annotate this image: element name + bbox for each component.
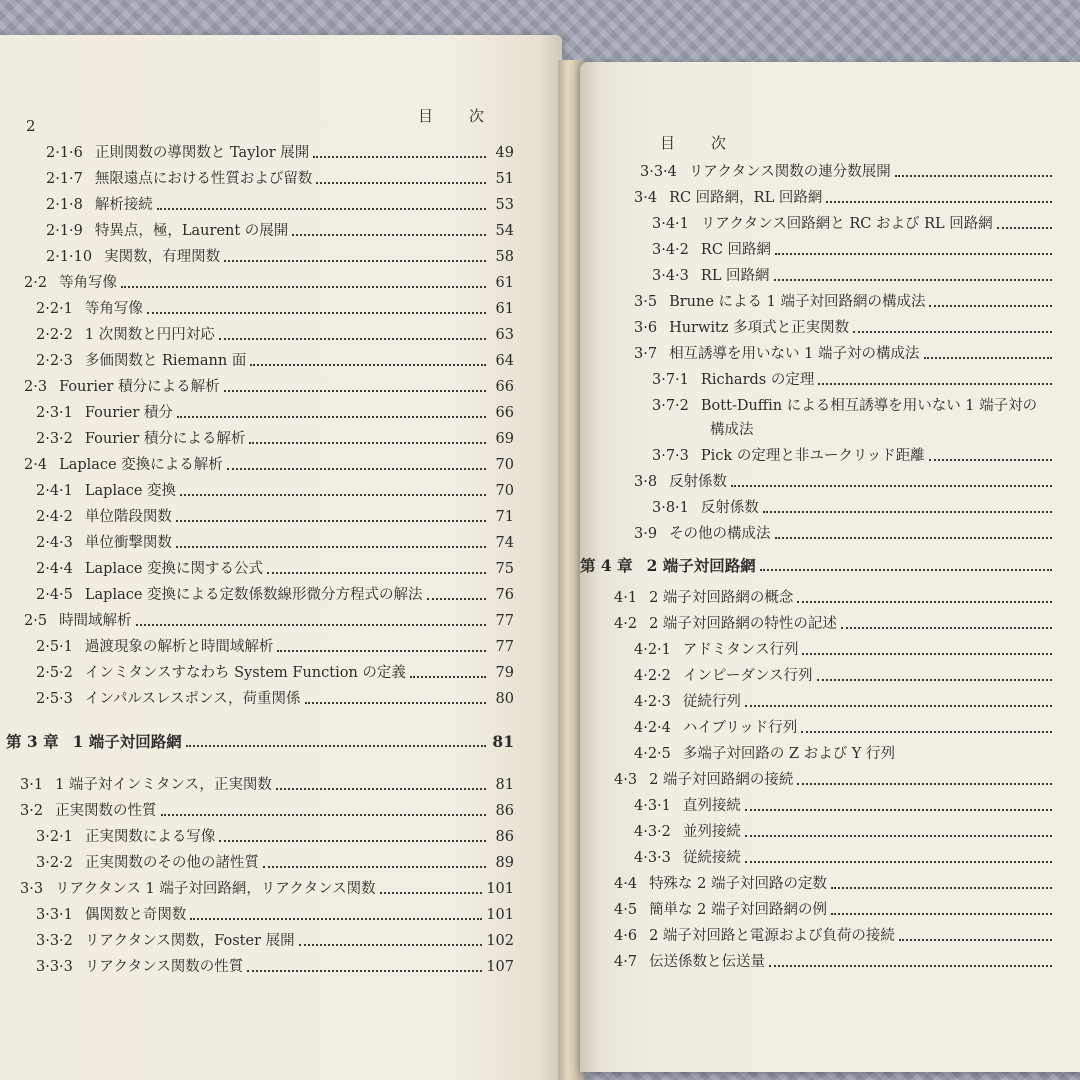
toc-entry [36,427,514,449]
toc-entry-number: 2·1·10 [46,249,93,265]
toc-entry [580,554,1080,576]
toc-entry-title: Fourier 積分による解析 [84,431,246,447]
toc-entry-number: 4·2 [614,616,638,632]
toc-leader-dots [380,891,483,894]
toc-leader-dots [161,813,486,816]
toc-leader-dots [763,510,1052,513]
toc-leader-dots [263,865,486,868]
toc-entry-number: 第 4 章 [580,556,633,575]
toc-entry-number: 4·2·2 [634,668,671,684]
toc-entry [36,479,514,501]
toc-leader-dots [731,484,1052,487]
toc-leader-dots [818,382,1052,385]
toc-entry-title: RC 回路網，RL 回路網 [669,190,823,206]
toc-entry [634,820,1080,842]
toc-entry-page: 69 [495,431,514,447]
toc-entry-number: 4·3·1 [634,798,671,814]
toc-entry [36,349,514,371]
right-page-header: 目 次 [660,134,729,152]
toc-entry [46,141,514,163]
toc-entry-number: 2·1·9 [46,223,83,239]
toc-entry-number: 2·3·1 [36,405,73,421]
toc-leader-dots [224,389,486,392]
toc-entry-page: 70 [495,457,514,473]
toc-entry [614,768,1080,790]
toc-entry-number: 2·1·7 [46,171,83,187]
toc-entry [652,496,1080,518]
toc-entry-number: 4·6 [614,928,638,944]
toc-entry-title: 従続行列 [682,694,741,710]
toc-entry-title: 簡単な 2 端子対回路網の例 [649,902,828,918]
toc-entry-title: 2 端子対回路網の特性の記述 [649,616,837,632]
toc-entry-title: Hurwitz 多項式と正実関数 [669,320,850,336]
toc-entry-number: 3·7 [634,346,658,362]
toc-entry [634,290,1080,312]
toc-entry [634,664,1080,686]
toc-leader-dots [929,458,1052,461]
toc-entry-number: 2·3 [24,379,48,395]
toc-entry-number: 4·2·3 [634,694,671,710]
toc-entry-title: 多価関数と Riemann 面 [84,353,247,369]
toc-leader-dots [826,200,1052,203]
toc-entry-title: RL 回路網 [700,268,770,284]
toc-entry-number: 3·5 [634,294,658,310]
toc-entry-number: 3·7·1 [652,372,689,388]
toc-entry [614,586,1080,608]
toc-entry-number: 2·2·1 [36,301,73,317]
toc-entry-title: 2 端子対回路網の概念 [649,590,794,606]
toc-entry-title: Fourier 積分 [84,405,173,421]
toc-entry-number: 4·2·1 [634,642,671,658]
toc-entry [36,505,514,527]
toc-entry [634,638,1080,660]
toc-entry-page: 101 [486,881,514,897]
toc-entry [614,612,1080,634]
toc-entry-number: 2·1·6 [46,145,83,161]
toc-entry-number: 3·3·1 [36,907,73,923]
toc-entry-title: アドミタンス行列 [682,642,799,658]
toc-entry-title: 特異点，極，Laurent の展開 [94,223,289,239]
toc-entry-title: 1 端子対回路網 [72,732,182,751]
toc-entry-number: 2·2 [24,275,48,291]
toc-entry-number: 2·4·1 [36,483,73,499]
toc-entry [710,418,1080,440]
left-page [0,35,562,1080]
toc-leader-dots [277,649,486,652]
toc-entry-title: 構成法 [710,422,754,438]
toc-entry-number: 4·1 [614,590,638,606]
toc-entry [36,825,514,847]
toc-entry-number: 4·3 [614,772,638,788]
toc-entry-title: Laplace 変換に関する公式 [84,561,264,577]
toc-entry-title: 反射係数 [700,500,759,516]
toc-entry-number: 3·2·2 [36,855,73,871]
toc-entry-title: 2 端子対回路網 [646,556,756,575]
toc-entry [614,898,1080,920]
toc-leader-dots [899,938,1052,941]
toc-entry-number: 4·3·2 [634,824,671,840]
toc-entry [634,186,1080,208]
toc-entry [36,531,514,553]
toc-leader-dots [745,834,1052,837]
toc-entry [36,903,514,925]
toc-entry-number: 2·4 [24,457,48,473]
toc-leader-dots [427,597,486,600]
toc-entry-number: 3·8·1 [652,500,689,516]
toc-entry-title: Bott-Duffin による相互誘導を用いない 1 端子対の [700,398,1038,414]
toc-entry-number: 3·7·3 [652,448,689,464]
toc-leader-dots [157,207,486,210]
toc-leader-dots [797,782,1052,785]
toc-leader-dots [997,226,1052,229]
toc-entry [20,799,514,821]
toc-leader-dots [292,233,486,236]
right-page [580,62,1080,1072]
toc-leader-dots [797,600,1052,603]
toc-entry [634,316,1080,338]
left-page-header: 目 次 [418,107,487,125]
toc-entry-number: 4·3·3 [634,850,671,866]
toc-leader-dots [190,917,482,920]
toc-entry-title: Laplace 変換による定数係数線形微分方程式の解法 [84,587,423,603]
toc-leader-dots [801,730,1052,733]
toc-entry-page: 66 [495,405,514,421]
toc-entry-title: インミタンスすなわち System Function の定義 [84,665,406,681]
toc-leader-dots [895,174,1052,177]
toc-entry-title: 正則関数の導関数と Taylor 展開 [94,145,310,161]
toc-entry-page: 81 [492,732,514,751]
toc-entry [36,583,514,605]
toc-entry [36,401,514,423]
toc-entry-number: 3·4·1 [652,216,689,232]
toc-leader-dots [219,839,486,842]
toc-entry-title: 等角写像 [84,301,143,317]
toc-entry-title: インパルスレスポンス，荷重関係 [84,691,301,707]
toc-entry-number: 3·2·1 [36,829,73,845]
toc-entry-page: 51 [495,171,514,187]
toc-leader-dots [841,626,1052,629]
toc-entry-title: リアクタンス関数の性質 [84,959,244,975]
toc-entry-number: 2·4·3 [36,535,73,551]
toc-entry-page: 64 [495,353,514,369]
toc-entry-number: 3·3 [20,881,44,897]
toc-entry-number: 3·4 [634,190,658,206]
toc-entry-page: 81 [495,777,514,793]
toc-entry-title: 直列接続 [682,798,741,814]
toc-entry-number: 3·1 [20,777,44,793]
toc-entry-number: 2·5·2 [36,665,73,681]
toc-leader-dots [250,363,486,366]
toc-entry [634,742,1080,764]
toc-leader-dots [249,441,486,444]
toc-entry [24,271,514,293]
toc-entry [634,794,1080,816]
toc-entry-number: 3·7·2 [652,398,689,414]
toc-entry [46,167,514,189]
toc-entry-title: リアクタンス関数，Foster 展開 [84,933,295,949]
toc-entry-page: 86 [495,803,514,819]
toc-entry-title: 無限遠点における性質および留数 [94,171,313,187]
toc-entry [36,661,514,683]
toc-entry-title: 解析接続 [94,197,153,213]
toc-entry-page: 77 [495,613,514,629]
toc-entry [614,950,1080,972]
toc-entry-number: 2·4·5 [36,587,73,603]
toc-leader-dots [775,536,1052,539]
toc-entry [634,690,1080,712]
toc-entry-number: 4·7 [614,954,638,970]
toc-entry-number: 3·2 [20,803,44,819]
toc-leader-dots [247,969,482,972]
toc-leader-dots [853,330,1052,333]
toc-entry-page: 71 [495,509,514,525]
toc-leader-dots [817,678,1052,681]
toc-entry [36,557,514,579]
toc-leader-dots [929,304,1052,307]
toc-entry-title: 単位階段関数 [84,509,172,525]
toc-entry-title: 伝送係数と伝送量 [649,954,766,970]
toc-entry-page: 79 [495,665,514,681]
toc-entry-title: Laplace 変換 [84,483,177,499]
toc-entry-page: 54 [495,223,514,239]
toc-entry-number: 3·6 [634,320,658,336]
toc-entry-number: 2·4·4 [36,561,73,577]
toc-entry-number: 第 3 章 [6,732,59,751]
toc-entry-title: 2 端子対回路網の接続 [649,772,794,788]
toc-entry-page: 101 [486,907,514,923]
toc-entry-title: RC 回路網 [700,242,772,258]
toc-entry-number: 2·1·8 [46,197,83,213]
toc-leader-dots [313,155,486,158]
toc-entry-number: 4·4 [614,876,638,892]
toc-entry [36,323,514,345]
toc-entry-page: 63 [495,327,514,343]
toc-entry-title: 相互誘導を用いない 1 端子対の構成法 [669,346,920,362]
toc-entry [652,212,1080,234]
toc-leader-dots [177,415,486,418]
toc-entry-number: 2·4·2 [36,509,73,525]
toc-entry-page: 66 [495,379,514,395]
toc-leader-dots [267,571,486,574]
toc-leader-dots [276,787,486,790]
toc-entry [634,716,1080,738]
toc-entry [36,851,514,873]
toc-entry [634,846,1080,868]
toc-entry-number: 4·2·5 [634,746,671,762]
toc-entry-page: 102 [486,933,514,949]
toc-entry-title: 1 端子対インミタンス，正実関数 [55,777,272,793]
toc-leader-dots [176,545,486,548]
toc-leader-dots [176,519,486,522]
toc-entry-title: 偶関数と奇関数 [84,907,187,923]
toc-entry-title: Fourier 積分による解析 [59,379,220,395]
toc-entry-title: 多端子対回路の Z および Y 行列 [682,746,895,762]
toc-leader-dots [316,181,486,184]
toc-entry-number: 4·5 [614,902,638,918]
toc-entry [652,368,1080,390]
toc-entry-number: 2·2·3 [36,353,73,369]
toc-entry-title: 過渡現象の解析と時間域解析 [84,639,274,655]
toc-entry [24,609,514,631]
toc-entry-page: 58 [495,249,514,265]
toc-leader-dots [299,943,483,946]
toc-entry [46,219,514,241]
toc-entry-page: 74 [495,535,514,551]
toc-entry-title: Laplace 変換による解析 [59,457,223,473]
toc-entry-title: 特殊な 2 端子対回路の定数 [649,876,828,892]
toc-entry-page: 53 [495,197,514,213]
toc-entry-number: 3·8 [634,474,658,490]
toc-entry [634,470,1080,492]
toc-leader-dots [769,964,1052,967]
toc-leader-dots [136,623,486,626]
toc-leader-dots [410,675,486,678]
toc-leader-dots [831,886,1052,889]
toc-leader-dots [745,860,1052,863]
toc-entry-number: 3·3·2 [36,933,73,949]
toc-entry-page: 70 [495,483,514,499]
toc-entry-number: 3·3·3 [36,959,73,975]
toc-entry-title: 並列接続 [682,824,741,840]
toc-entry-page: 61 [495,275,514,291]
toc-entry-page: 75 [495,561,514,577]
toc-entry-title: 2 端子対回路と電源および負荷の接続 [649,928,895,944]
toc-leader-dots [186,744,486,747]
toc-entry-title: Brune による 1 端子対回路網の構成法 [669,294,926,310]
toc-entry [20,877,514,899]
toc-entry [46,245,514,267]
toc-leader-dots [760,568,1052,571]
toc-entry-title: 単位衝撃関数 [84,535,172,551]
toc-entry-title: 等角写像 [59,275,118,291]
toc-entry-title: 1 次関数と円円対応 [84,327,215,343]
toc-entry [36,635,514,657]
toc-entry-page: 61 [495,301,514,317]
toc-entry [6,730,514,752]
toc-entry-number: 3·4·3 [652,268,689,284]
toc-entry [614,872,1080,894]
toc-leader-dots [224,259,486,262]
toc-entry-title: Richards の定理 [700,372,815,388]
toc-leader-dots [775,252,1052,255]
toc-entry-number: 3·4·2 [652,242,689,258]
toc-leader-dots [121,285,486,288]
toc-entry [36,955,514,977]
toc-entry-number: 2·5·3 [36,691,73,707]
toc-entry [652,264,1080,286]
toc-entry-title: リアクタンス関数の連分数展開 [688,164,891,180]
toc-entry [24,375,514,397]
toc-entry-number: 2·2·2 [36,327,73,343]
toc-leader-dots [745,704,1052,707]
toc-entry [20,773,514,795]
toc-entry-number: 2·5 [24,613,48,629]
toc-entry-page: 76 [495,587,514,603]
toc-leader-dots [745,808,1052,811]
toc-leader-dots [147,311,486,314]
toc-entry-page: 77 [495,639,514,655]
toc-leader-dots [305,701,486,704]
toc-entry [640,160,1080,182]
toc-entry-title: 正実関数のその他の諸性質 [84,855,259,871]
toc-entry-title: リアクタンス回路網と RC および RL 回路網 [700,216,993,232]
toc-entry-title: 従続接続 [682,850,741,866]
toc-entry [652,394,1080,416]
toc-entry-number: 2·5·1 [36,639,73,655]
toc-leader-dots [227,467,486,470]
toc-entry-title: リアクタンス 1 端子対回路網，リアクタンス関数 [55,881,376,897]
toc-entry-number: 3·9 [634,526,658,542]
toc-entry-page: 86 [495,829,514,845]
toc-entry-title: ハイブリッド行列 [682,720,798,736]
toc-entry-title: インピーダンス行列 [682,668,813,684]
toc-entry-number: 3·3·4 [640,164,677,180]
toc-entry [614,924,1080,946]
toc-entry [24,453,514,475]
toc-entry [46,193,514,215]
toc-entry-number: 4·2·4 [634,720,671,736]
toc-entry-title: 実関数，有理関数 [104,249,221,265]
toc-leader-dots [831,912,1052,915]
toc-entry [652,238,1080,260]
toc-leader-dots [774,278,1052,281]
toc-entry-page: 80 [495,691,514,707]
toc-leader-dots [219,337,486,340]
toc-entry-page: 89 [495,855,514,871]
toc-entry-title: 正実関数による写像 [84,829,216,845]
toc-entry-title: 時間域解析 [59,613,132,629]
toc-entry [36,687,514,709]
toc-entry-number: 2·3·2 [36,431,73,447]
toc-entry-page: 49 [495,145,514,161]
toc-leader-dots [802,652,1052,655]
toc-entry-title: 反射係数 [669,474,728,490]
toc-entry-title: 正実関数の性質 [55,803,157,819]
toc-leader-dots [180,493,486,496]
page-number: 2 [26,117,36,135]
toc-leader-dots [924,356,1052,359]
toc-entry-page: 107 [486,959,514,975]
toc-entry [36,297,514,319]
toc-entry [652,444,1080,466]
toc-entry-title: Pick の定理と非ユークリッド距離 [700,448,925,464]
toc-entry-title: その他の構成法 [669,526,771,542]
toc-entry [634,522,1080,544]
toc-entry [36,929,514,951]
toc-entry [634,342,1080,364]
